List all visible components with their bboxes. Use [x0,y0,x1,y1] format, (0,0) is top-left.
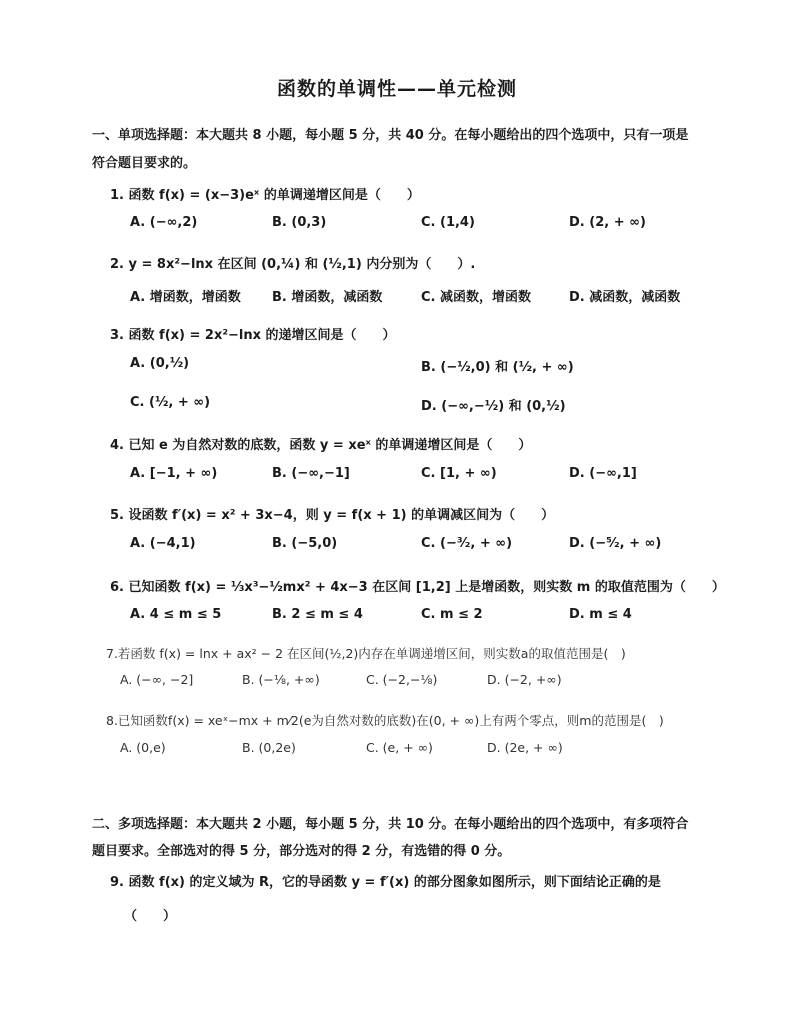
q2-option-c[interactable]: C. 减函数，增函数 [421,290,532,305]
q8-option-c[interactable]: C. (e, + ∞) [366,740,433,755]
section2-line1: 二、多项选择题：本大题共 2 小题，每小题 5 分，共 10 分。在每小题给出的四个选项中，有多项符合 [92,817,689,832]
question-5: 5. 设函数 f′(x) = x² + 3x−4，则 y = f(x + 1) 的单调减区间为（ ） [110,508,555,523]
q6-option-b[interactable]: B. 2 ≤ m ≤ 4 [272,607,363,622]
q5-option-a[interactable]: A. (−4,1) [130,536,196,551]
q6-option-a[interactable]: A. 4 ≤ m ≤ 5 [130,607,222,622]
q1-option-c[interactable]: C. (1,4) [421,215,475,230]
q6-option-d[interactable]: D. m ≤ 4 [569,607,632,622]
page-title: 函数的单调性——单元检测 [276,78,517,100]
q4-option-d[interactable]: D. (−∞,1] [569,466,637,481]
section1-line2: 符合题目要求的。 [92,156,197,171]
q3-option-c[interactable]: C. (½, + ∞) [130,395,211,410]
q5-option-b[interactable]: B. (−5,0) [272,536,338,551]
q7-option-d[interactable]: D. (−2, +∞) [487,672,562,687]
q2-option-a[interactable]: A. 增函数，增函数 [130,290,241,305]
question-9: 9. 函数 f(x) 的定义域为 R，它的导函数 y = f′(x) 的部分图象如图所示，则下面结论正确的是 [110,875,661,890]
q1-option-b[interactable]: B. (0,3) [272,215,327,230]
q3-option-b[interactable]: B. (−½,0) 和 (½, + ∞) [421,360,574,375]
section1-line1: 一、单项选择题：本大题共 8 小题，每小题 5 分，共 40 分。在每小题给出的四个选项中，只有一项是 [92,128,689,143]
q7-option-a[interactable]: A. (−∞, −2] [120,672,194,687]
q4-option-b[interactable]: B. (−∞,−1] [272,466,350,481]
q7-option-c[interactable]: C. (−2,−⅛) [366,672,438,687]
q8-option-a[interactable]: A. (0,e) [120,740,166,755]
q3-option-d[interactable]: D. (−∞,−½) 和 (0,½) [421,399,566,414]
q5-option-c[interactable]: C. (−³⁄₂, + ∞) [421,536,513,551]
q6-option-c[interactable]: C. m ≤ 2 [421,607,483,622]
question-2: 2. y = 8x²−lnx 在区间 (0,¼) 和 (½,1) 内分别为（ ）. [110,257,476,272]
question-3: 3. 函数 f(x) = 2x²−lnx 的递增区间是（ ） [110,328,396,343]
question-1: 1. 函数 f(x) = (x−3)eˣ 的单调递增区间是（ ） [110,188,420,203]
q2-option-d[interactable]: D. 减函数，减函数 [569,290,681,305]
q4-option-a[interactable]: A. [−1, + ∞) [130,466,218,481]
q1-option-d[interactable]: D. (2, + ∞) [569,215,646,230]
question-7: 7.若函数 f(x) = lnx + ax² − 2 在区间(½,2)内存在单调递增区间，则实数a的取值范围是( ) [106,646,626,661]
question-8: 8.已知函数f(x) = xeˣ−mx + m⁄2(e为自然对数的底数)在(0, + ∞)上有两个零点，则m的范围是( ) [106,713,664,728]
q4-option-c[interactable]: C. [1, + ∞) [421,466,497,481]
question-6: 6. 已知函数 f(x) = ⅓x³−½mx² + 4x−3 在区间 [1,2] 上是增函数，则实数 m 的取值范围为（ ） [110,580,725,595]
q3-option-a[interactable]: A. (0,½) [130,356,190,371]
q8-option-d[interactable]: D. (2e, + ∞) [487,740,563,755]
question-4: 4. 已知 e 为自然对数的底数，函数 y = xeˣ 的单调递增区间是（ ） [110,438,532,453]
q9-answer-blank: （ ） [124,909,177,924]
q5-option-d[interactable]: D. (−⁵⁄₂, + ∞) [569,536,662,551]
q8-option-b[interactable]: B. (0,2e) [242,740,296,755]
q1-option-a[interactable]: A. (−∞,2) [130,215,198,230]
section2-line2: 题目要求。全部选对的得 5 分，部分选对的得 2 分，有选错的得 0 分。 [92,844,511,859]
q7-option-b[interactable]: B. (−⅛, +∞) [242,672,320,687]
q2-option-b[interactable]: B. 增函数，减函数 [272,290,383,305]
